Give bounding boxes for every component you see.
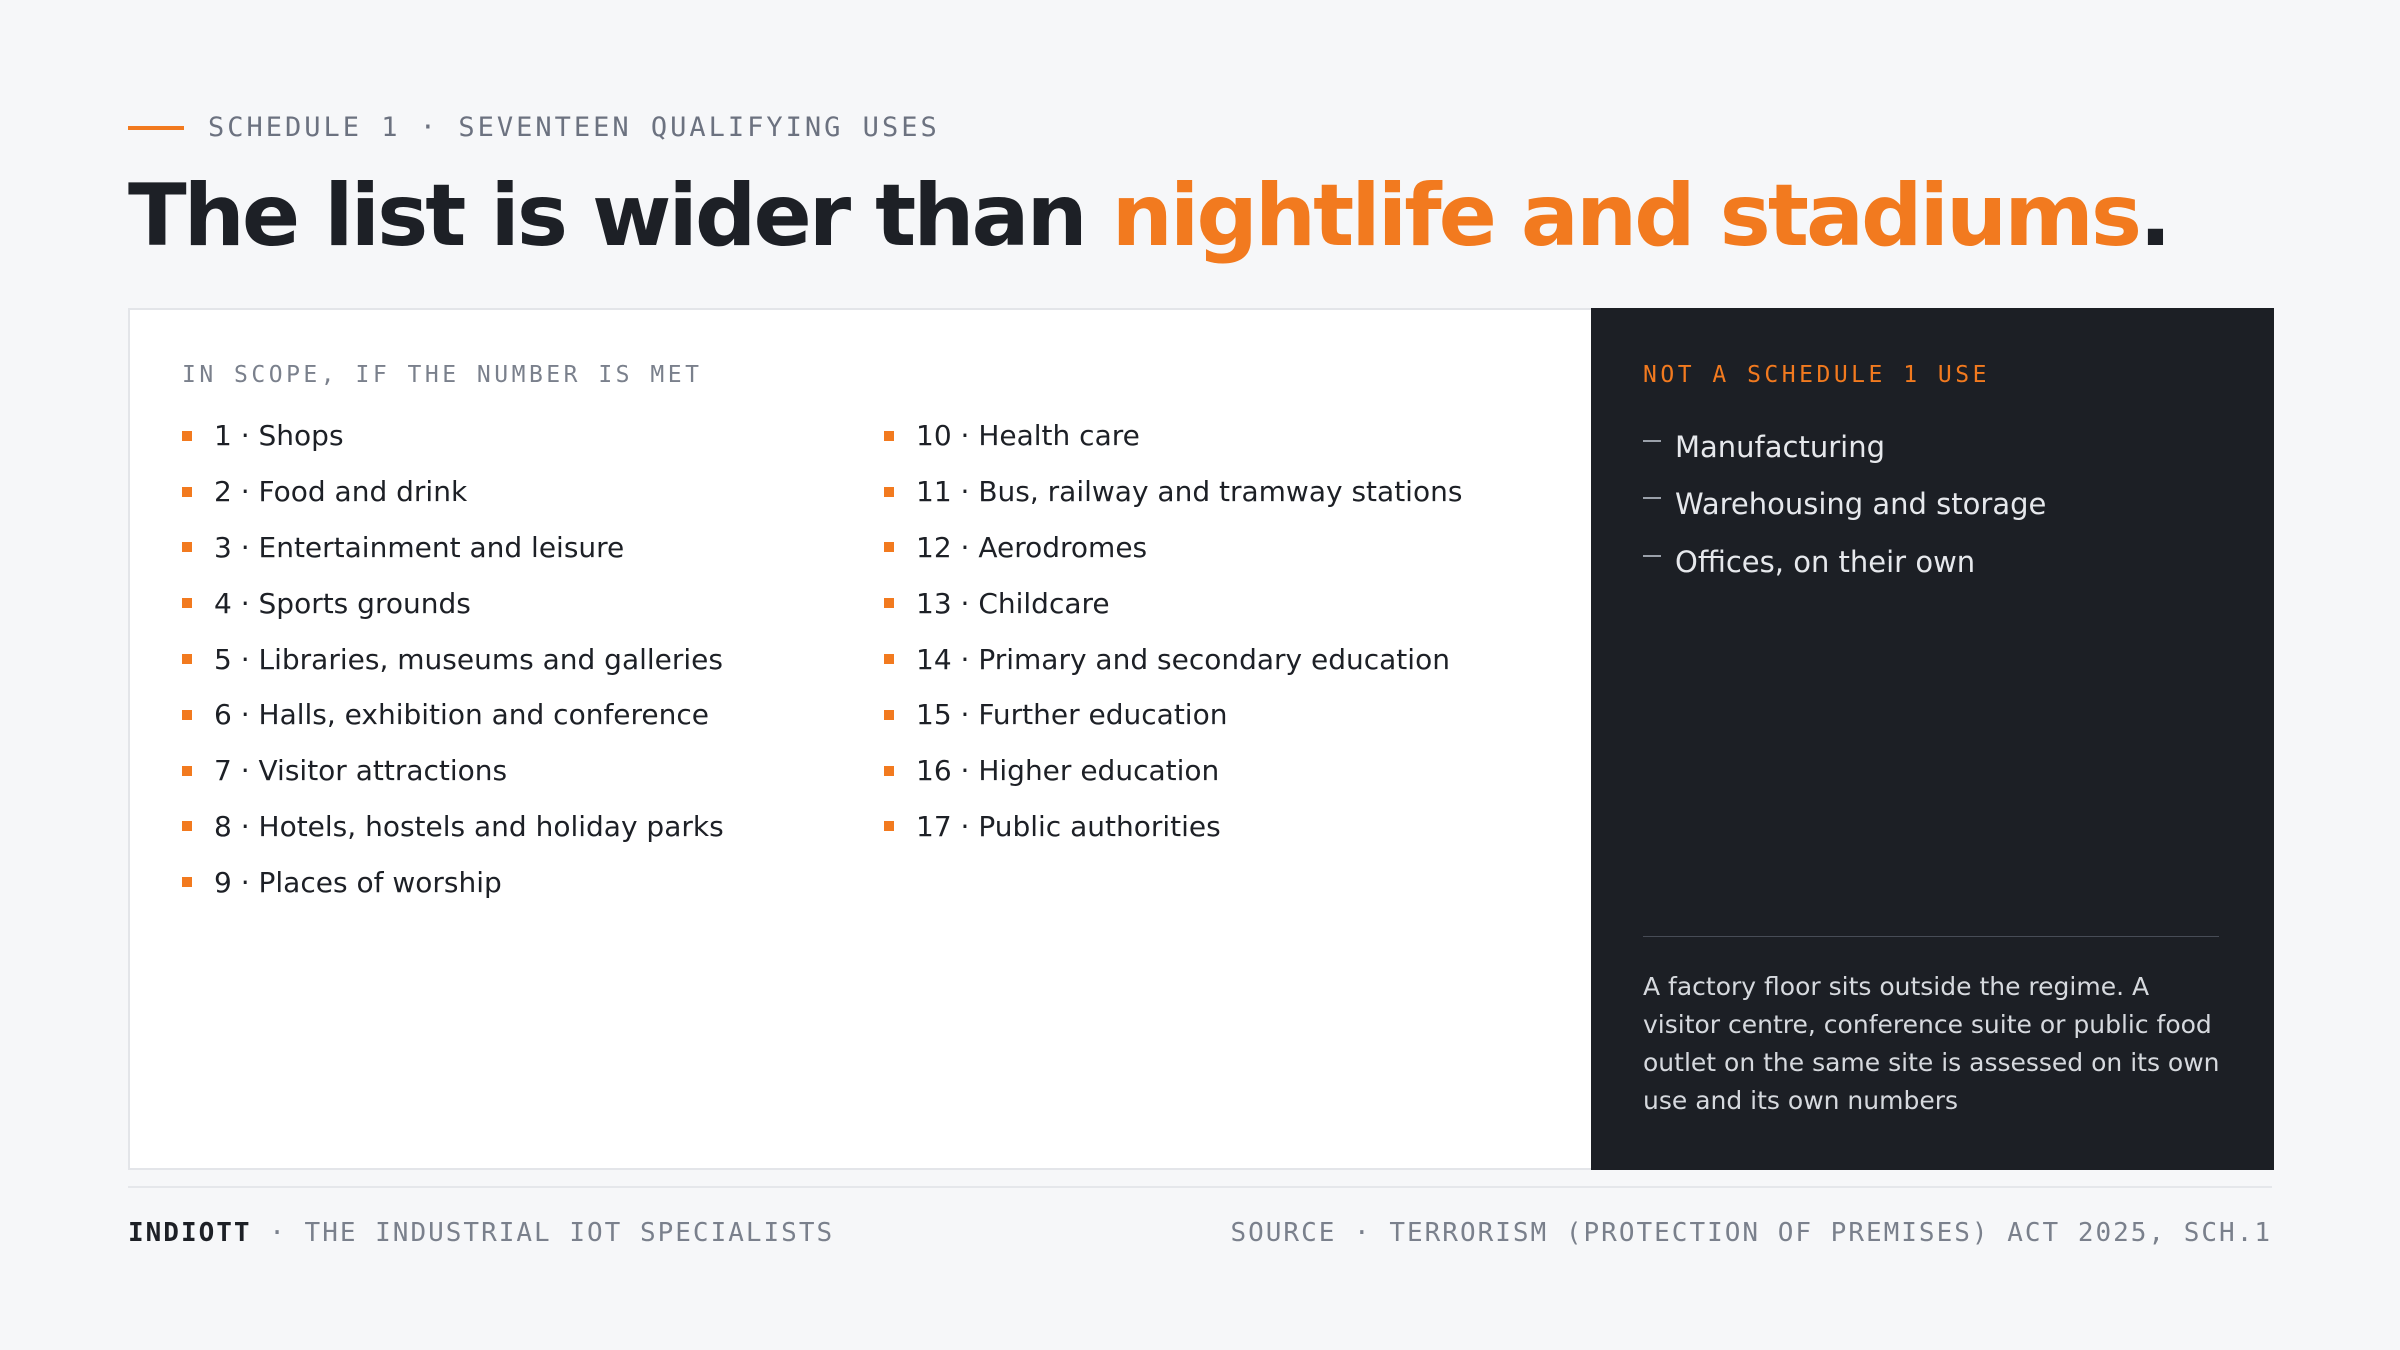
list-item	[884, 687, 1586, 743]
not-schedule-list	[1643, 418, 2046, 591]
in-scope-column-1	[182, 408, 884, 910]
list-item	[182, 799, 884, 855]
list-item	[182, 743, 884, 799]
list-item	[884, 799, 1586, 855]
bullet-square-icon	[182, 598, 192, 608]
bullet-square-icon	[884, 598, 894, 608]
panel-divider	[1643, 936, 2219, 937]
list-item	[884, 520, 1586, 576]
headline-accent: nightlife and stadiums	[1111, 166, 2140, 266]
list-item-label: 13 · Childcare	[916, 586, 1110, 620]
not-schedule-panel	[1591, 308, 2274, 1170]
list-item	[884, 575, 1586, 631]
list-item	[1643, 418, 2046, 476]
bullet-square-icon	[884, 821, 894, 831]
bullet-square-icon	[182, 487, 192, 497]
list-item	[884, 464, 1586, 520]
bullet-square-icon	[182, 710, 192, 720]
list-item-label: 8 · Hotels, hostels and holiday parks	[214, 809, 724, 843]
in-scope-section	[182, 362, 1586, 910]
headline-tail: .	[2139, 166, 2169, 266]
list-item	[884, 743, 1586, 799]
list-item-label: 7 · Visitor attractions	[214, 754, 508, 788]
bullet-square-icon	[182, 431, 192, 441]
bullet-square-icon	[182, 654, 192, 664]
list-item	[884, 408, 1586, 464]
list-item-label: Manufacturing	[1675, 429, 1885, 464]
list-item-label: 14 · Primary and secondary education	[916, 642, 1450, 676]
bullet-square-icon	[182, 542, 192, 552]
list-item-label: 17 · Public authorities	[916, 809, 1221, 843]
bullet-square-icon	[884, 766, 894, 776]
footer-brand-line	[128, 1218, 834, 1248]
in-scope-columns	[182, 408, 1586, 910]
footer-divider	[128, 1186, 2272, 1188]
bullet-square-icon	[182, 877, 192, 887]
list-item	[182, 520, 884, 576]
in-scope-column-2	[884, 408, 1586, 910]
list-item-label: Offices, on their own	[1675, 544, 1976, 579]
dash-icon	[1643, 555, 1661, 557]
list-item-label: 2 · Food and drink	[214, 475, 468, 509]
list-item-label: 11 · Bus, railway and tramway stations	[916, 475, 1463, 509]
list-item	[1643, 476, 2046, 534]
list-item-label: 4 · Sports grounds	[214, 586, 471, 620]
bullet-square-icon	[884, 542, 894, 552]
list-item-label: 15 · Further education	[916, 698, 1228, 732]
brand-name: INDIOTT	[128, 1218, 252, 1248]
list-item-label: 1 · Shops	[214, 419, 344, 453]
list-item	[182, 575, 884, 631]
list-item	[182, 854, 884, 910]
list-item-label: 16 · Higher education	[916, 754, 1220, 788]
list-item-label: 3 · Entertainment and leisure	[214, 530, 625, 564]
bullet-square-icon	[884, 654, 894, 664]
eyebrow-accent-rule	[128, 126, 184, 130]
list-item-label: 5 · Libraries, museums and galleries	[214, 642, 723, 676]
in-scope-label: IN SCOPE, IF THE NUMBER IS MET	[182, 362, 703, 388]
brand-tagline: · THE INDUSTRIAL IOT SPECIALISTS	[251, 1218, 835, 1248]
headline-lead: The list is wider than	[128, 166, 1112, 266]
list-item	[182, 687, 884, 743]
bullet-square-icon	[884, 487, 894, 497]
dash-icon	[1643, 497, 1661, 499]
eyebrow-text: SCHEDULE 1 · SEVENTEEN QUALIFYING USES	[208, 112, 940, 143]
list-item	[182, 631, 884, 687]
list-item	[884, 631, 1586, 687]
list-item-label: 6 · Halls, exhibition and conference	[214, 698, 710, 732]
footer-source: SOURCE · TERRORISM (PROTECTION OF PREMISES) ACT 2025, SCH.1	[1230, 1218, 2272, 1248]
list-item	[182, 464, 884, 520]
list-item	[1643, 533, 2046, 591]
list-item-label: Warehousing and storage	[1675, 487, 2047, 522]
schedule-card	[128, 308, 2272, 1170]
list-item-label: 10 · Health care	[916, 419, 1140, 453]
list-item-label: 12 · Aerodromes	[916, 530, 1148, 564]
not-schedule-label: NOT A SCHEDULE 1 USE	[1643, 362, 1990, 388]
bullet-square-icon	[182, 766, 192, 776]
bullet-square-icon	[884, 710, 894, 720]
list-item	[182, 408, 884, 464]
eyebrow	[128, 112, 940, 143]
page-title	[128, 166, 2169, 266]
dash-icon	[1643, 440, 1661, 442]
panel-note: A factory floor sits outside the regime. A visitor centre, conference suite or public food outlet on the same site is assessed on its own use and its own numbers	[1643, 972, 2220, 1115]
bullet-square-icon	[884, 431, 894, 441]
list-item-label: 9 · Places of worship	[214, 865, 502, 899]
bullet-square-icon	[182, 821, 192, 831]
